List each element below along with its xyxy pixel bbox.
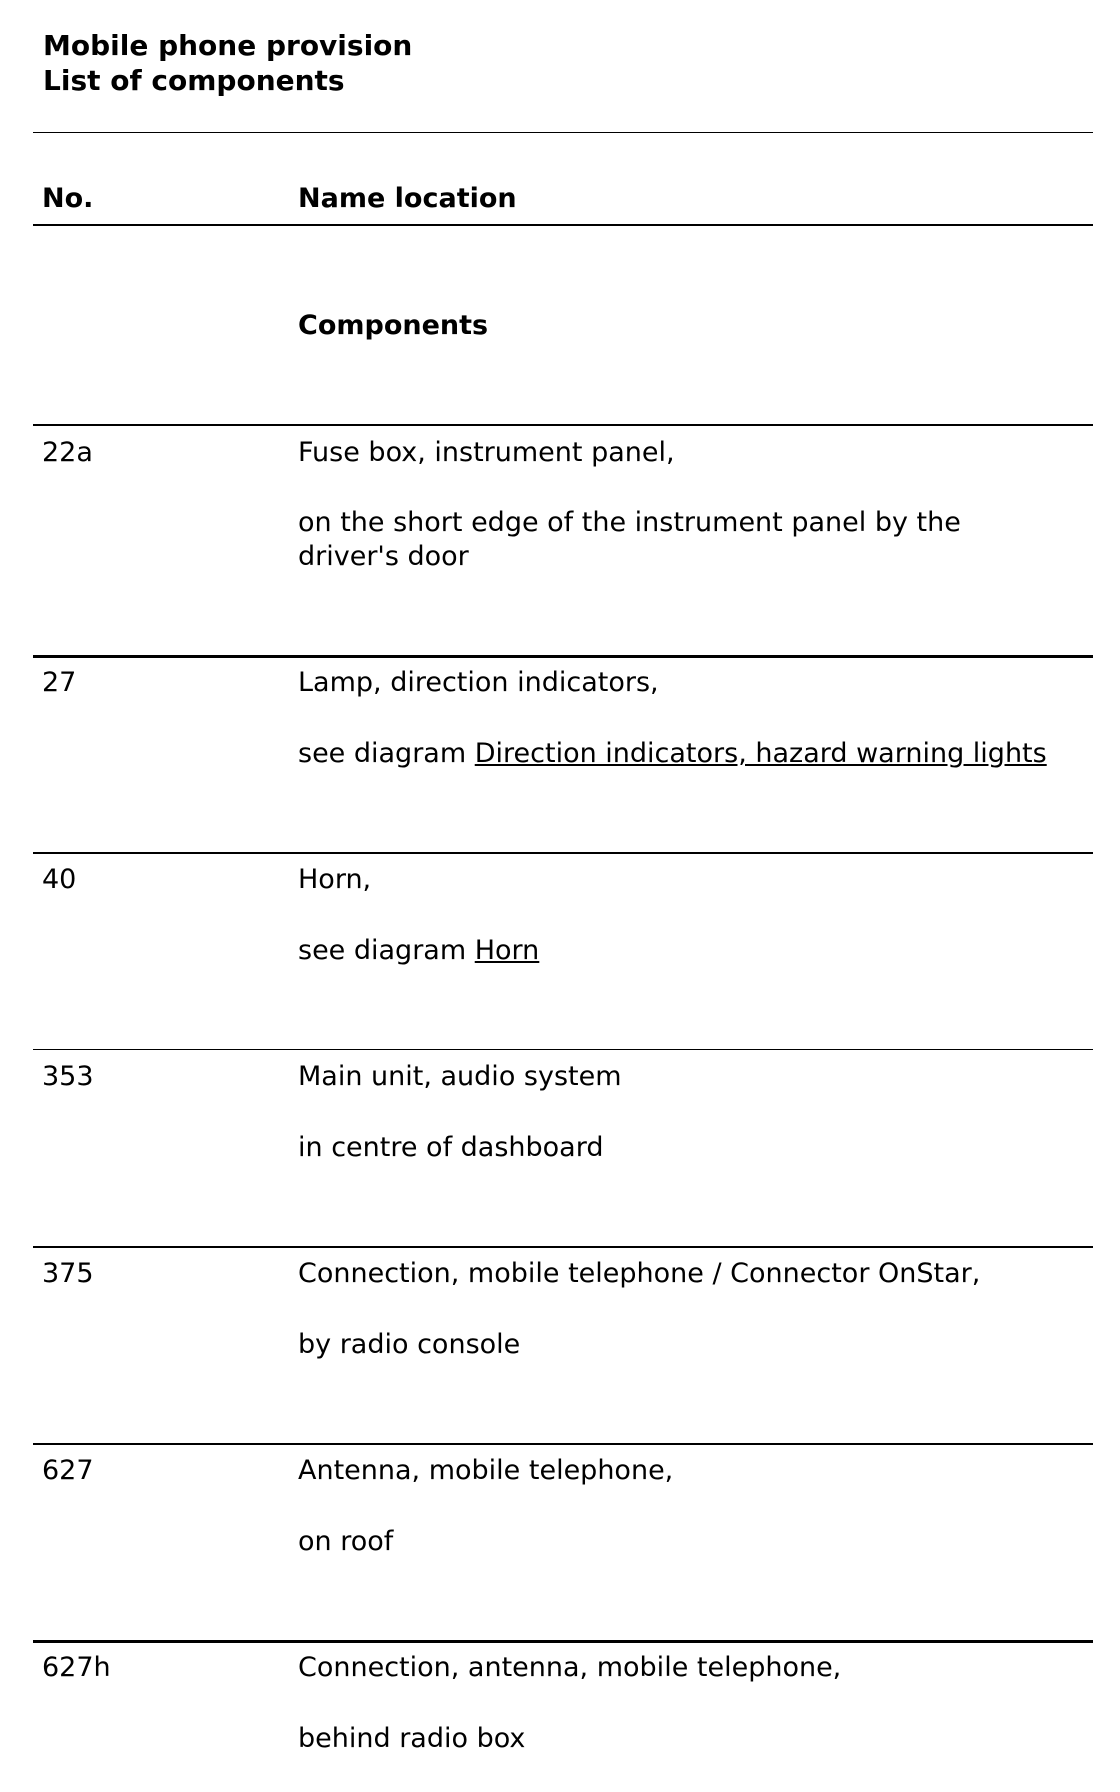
row-number: 375 xyxy=(42,1258,94,1289)
column-header-no: No. xyxy=(42,183,94,214)
row-component-location: on roof xyxy=(298,1526,394,1557)
row-divider xyxy=(33,1049,1093,1050)
title-divider xyxy=(33,132,1093,133)
title-line-1: Mobile phone provision xyxy=(43,29,413,62)
row-number: 40 xyxy=(42,864,77,895)
row-number: 627 xyxy=(42,1455,94,1486)
document-title xyxy=(43,28,412,98)
header-divider xyxy=(33,224,1093,226)
row-component-name: Fuse box, instrument panel, xyxy=(298,437,675,468)
row-component-name: Horn, xyxy=(298,864,372,895)
row-divider xyxy=(33,1640,1093,1643)
row-divider xyxy=(33,1246,1093,1248)
row-component-name: Main unit, audio system xyxy=(298,1061,622,1092)
row-component-location xyxy=(298,737,1047,771)
row-divider xyxy=(33,655,1093,658)
row-component-location: by radio console xyxy=(298,1329,521,1360)
column-header-name-location: Name location xyxy=(298,183,517,214)
row-component-name: Connection, mobile telephone / Connector OnStar, xyxy=(298,1258,981,1289)
row-number: 22a xyxy=(42,437,93,468)
row-component-name: Lamp, direction indicators, xyxy=(298,667,659,698)
row-component-location xyxy=(298,934,539,968)
location-prefix: see diagram xyxy=(298,935,475,966)
row-divider xyxy=(33,852,1093,854)
row-number: 627h xyxy=(42,1652,111,1683)
row-number: 27 xyxy=(42,667,77,698)
row-component-location: behind radio box xyxy=(298,1723,526,1754)
row-divider xyxy=(33,424,1093,426)
row-number: 353 xyxy=(42,1061,94,1092)
row-component-location: in centre of dashboard xyxy=(298,1132,604,1163)
row-component-name: Connection, antenna, mobile telephone, xyxy=(298,1652,842,1683)
row-component-name: Antenna, mobile telephone, xyxy=(298,1455,674,1486)
row-component-location: on the short edge of the instrument panel by the driver's door xyxy=(298,507,961,572)
diagram-link-horn[interactable]: Horn xyxy=(474,935,540,966)
section-label-components: Components xyxy=(298,310,489,341)
location-prefix: see diagram xyxy=(298,738,475,769)
row-divider xyxy=(33,1443,1093,1445)
title-line-2: List of components xyxy=(43,64,345,97)
diagram-link-direction-indicators[interactable]: Direction indicators, hazard warning lights xyxy=(474,738,1047,769)
